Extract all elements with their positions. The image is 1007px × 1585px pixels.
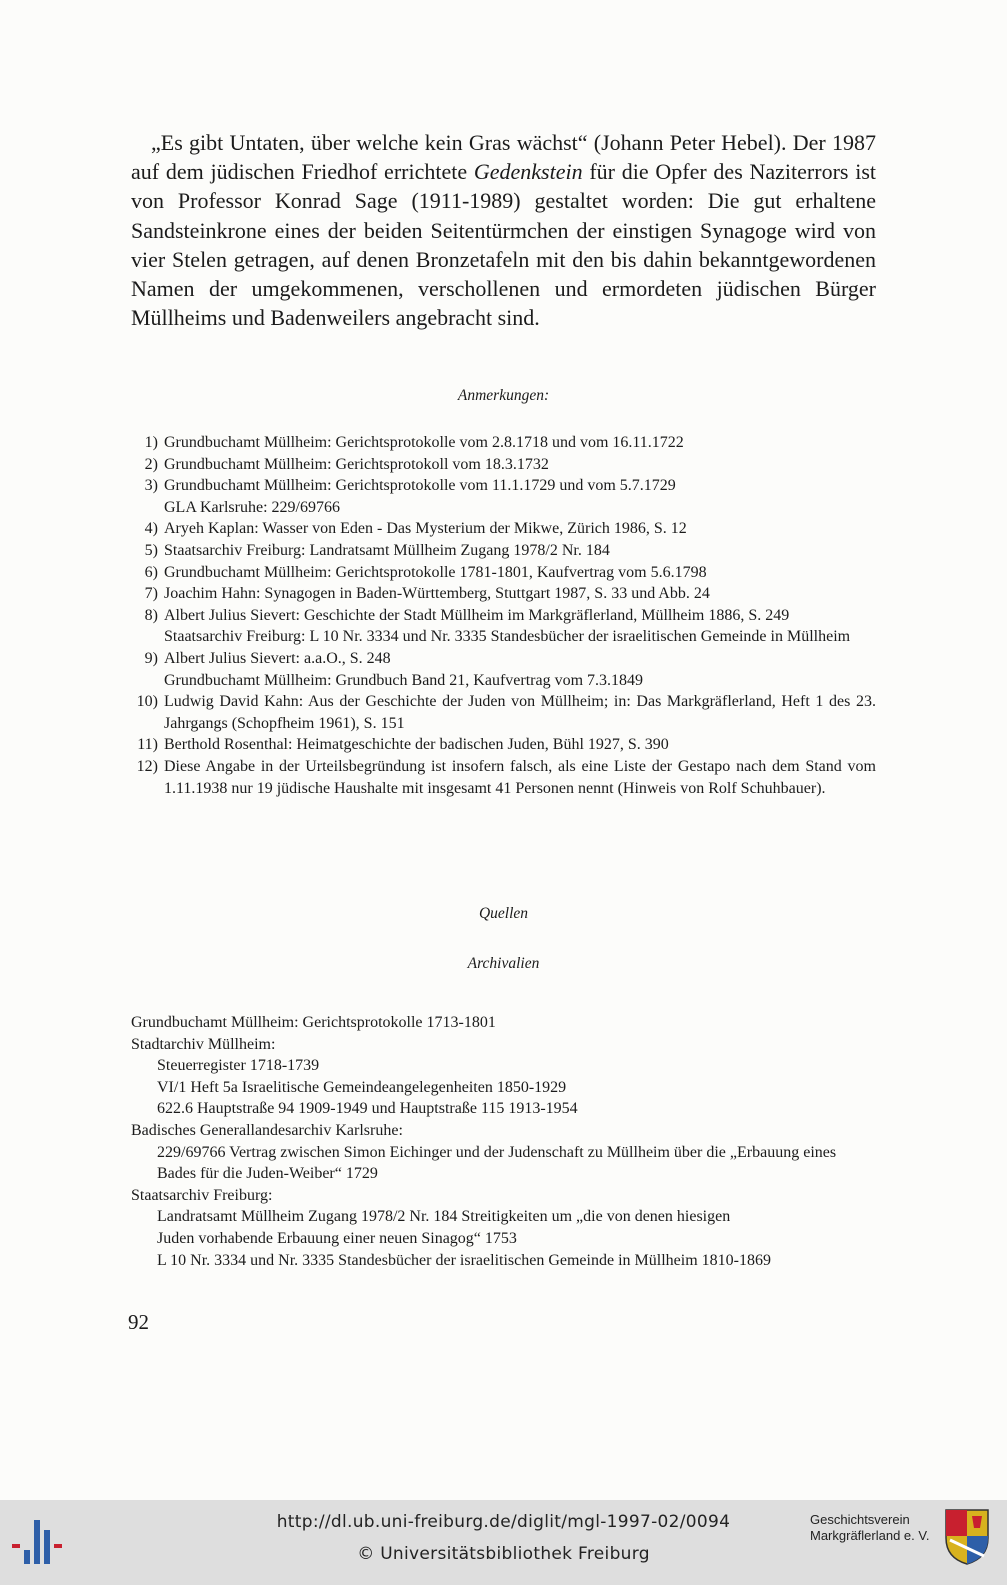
note-line: GLA Karlsruhe: 229/69766 xyxy=(164,498,340,516)
note-line: Aryeh Kaplan: Wasser von Eden - Das Mysterium der Mikwe, Zürich 1986, S. 12 xyxy=(164,520,687,538)
note-item xyxy=(128,540,876,562)
note-text xyxy=(164,691,876,734)
note-text xyxy=(164,454,876,476)
society-name xyxy=(810,1512,940,1544)
note-item xyxy=(128,518,876,540)
note-number: 5) xyxy=(144,541,158,559)
archive-list xyxy=(131,1012,876,1271)
note-number: 6) xyxy=(144,563,158,581)
note-item xyxy=(128,475,876,518)
paragraph-text: „Es gibt Untaten, über welche kein Gras wächst“ (Johann Peter Hebel). Der 1987 auf dem jüdischen Friedhof errichtete xyxy=(131,130,876,185)
archive-subentry: Landratsamt Müllheim Zugang 1978/2 Nr. 184 Streitigkeiten um „die von denen hiesigen xyxy=(157,1208,731,1226)
note-line: Grundbuchamt Müllheim: Gerichtsprotokolle vom 2.8.1718 und vom 16.11.1722 xyxy=(164,434,684,451)
note-item xyxy=(128,691,876,734)
society-line-1: Geschichtsverein xyxy=(810,1512,910,1527)
note-line: Grundbuchamt Müllheim: Grundbuch Band 21, Kaufvertrag vom 7.3.1849 xyxy=(164,671,644,689)
note-number: 9) xyxy=(144,649,158,667)
note-text xyxy=(164,648,876,691)
note-number: 10) xyxy=(136,693,158,711)
archives-heading: Archivalien xyxy=(467,955,540,972)
note-text xyxy=(164,475,876,518)
note-number: 4) xyxy=(144,520,158,538)
note-item xyxy=(128,432,876,454)
note-line: Grundbuchamt Müllheim: Gerichtsprotokolle 1781-1801, Kaufvertrag vom 5.6.1798 xyxy=(164,563,707,581)
note-text xyxy=(164,734,876,756)
body-paragraph xyxy=(131,128,876,332)
note-line: Diese Angabe in der Urteilsbegründung ist insofern falsch, als eine Liste der Gestapo nach dem Stand vom 1.11.1938 nur 19 jüdische Haushalte mit insgesamt 41 Personen nennt (Hinweis von Rolf Schuhbauer). xyxy=(164,757,876,797)
note-line: Ludwig David Kahn: Aus der Geschichte der Juden von Müllheim; in: Das Markgräflerland, Heft 1 des 23. Jahrgangs (Schopfheim 1961), S. 151 xyxy=(164,693,876,732)
note-line: Albert Julius Sievert: a.a.O., S. 248 xyxy=(164,649,391,667)
note-item xyxy=(128,454,876,476)
sources-heading: Quellen xyxy=(478,905,529,922)
note-number: 8) xyxy=(144,606,158,624)
note-text xyxy=(164,583,876,605)
note-line: Berthold Rosenthal: Heimatgeschichte der badischen Juden, Bühl 1927, S. 390 xyxy=(164,736,669,754)
notes-list xyxy=(128,432,876,799)
note-text xyxy=(164,432,876,454)
page-number: 92 xyxy=(128,1310,149,1334)
footer-url-link[interactable]: http://dl.ub.uni-freiburg.de/diglit/mgl-1997-02/0094 xyxy=(276,1512,731,1532)
note-text xyxy=(164,518,876,540)
archive-subentry: VI/1 Heft 5a Israelitische Gemeindeangelegenheiten 1850-1929 xyxy=(157,1078,567,1096)
note-line: Staatsarchiv Freiburg: L 10 Nr. 3334 und Nr. 3335 Standesbücher der israelitischen Gemeinde in Müllheim xyxy=(164,628,851,646)
archive-entry: Stadtarchiv Müllheim: xyxy=(131,1035,276,1053)
note-text xyxy=(164,562,876,584)
note-text xyxy=(164,540,876,562)
footer-copyright: © Universitätsbibliothek Freiburg xyxy=(357,1544,650,1564)
archive-subentry: Steuerregister 1718-1739 xyxy=(157,1057,320,1075)
note-number: 7) xyxy=(144,585,158,603)
note-item xyxy=(128,648,876,691)
note-number: 12) xyxy=(136,757,158,775)
coat-of-arms-icon[interactable] xyxy=(944,1508,990,1566)
note-line: Joachim Hahn: Synagogen in Baden-Württemberg, Stuttgart 1987, S. 33 und Abb. 24 xyxy=(164,585,710,603)
note-item xyxy=(128,583,876,605)
paragraph-text-continued: für die Opfer des Naziterrors ist von Professor Konrad Sage (1911-1989) gestaltet worden: Die gut erhaltene Sandsteinkrone eines der beiden Seitentürmchen der einstigen Synagoge wird von vier Stelen getragen, auf denen Bronzetafeln mit den bis dahin bekanntgewordenen Namen der umgekommenen, verschollenen und ermordeten jüdischen Bürger Müllheims und Badenweilers angebracht sind. xyxy=(131,159,876,331)
note-item xyxy=(128,605,876,648)
archive-subentry: 622.6 Hauptstraße 94 1909-1949 und Hauptstraße 115 1913-1954 xyxy=(157,1100,578,1118)
note-line: Grundbuchamt Müllheim: Gerichtsprotokoll vom 18.3.1732 xyxy=(164,455,549,473)
note-line: Staatsarchiv Freiburg: Landratsamt Müllheim Zugang 1978/2 Nr. 184 xyxy=(164,541,610,559)
note-number: 2) xyxy=(144,455,158,473)
note-number: 1) xyxy=(144,434,158,451)
archive-subentry: L 10 Nr. 3334 und Nr. 3335 Standesbücher der israelitischen Gemeinde in Müllheim 1810-1869 xyxy=(157,1251,771,1269)
archive-entry: Grundbuchamt Müllheim: Gerichtsprotokolle 1713-1801 xyxy=(131,1014,496,1031)
note-item xyxy=(128,756,876,799)
paragraph-italic-term: Gedenkstein xyxy=(473,159,583,185)
note-line: Grundbuchamt Müllheim: Gerichtsprotokolle vom 11.1.1729 und vom 5.7.1729 xyxy=(164,477,676,495)
society-line-2: Markgräflerland e. V. xyxy=(810,1528,930,1543)
notes-heading: Anmerkungen: xyxy=(457,387,550,404)
note-item xyxy=(128,562,876,584)
note-line: Albert Julius Sievert: Geschichte der Stadt Müllheim im Markgräflerland, Müllheim 1886, S. 249 xyxy=(164,606,790,624)
archive-entry: Badisches Generallandesarchiv Karlsruhe: xyxy=(131,1121,403,1139)
archive-subentry: Juden vorhabende Erbauung einer neuen Sinagog“ 1753 xyxy=(157,1229,517,1247)
note-text xyxy=(164,756,876,799)
note-number: 11) xyxy=(137,736,158,754)
note-item xyxy=(128,734,876,756)
note-text xyxy=(164,605,876,648)
archive-entry: Staatsarchiv Freiburg: xyxy=(131,1186,273,1204)
note-number: 3) xyxy=(144,477,158,495)
archive-subentry: 229/69766 Vertrag zwischen Simon Eichinger und der Judenschaft zu Müllheim über die „Erbauung eines Bades für die Juden-Weiber“ 1729 xyxy=(157,1143,837,1183)
